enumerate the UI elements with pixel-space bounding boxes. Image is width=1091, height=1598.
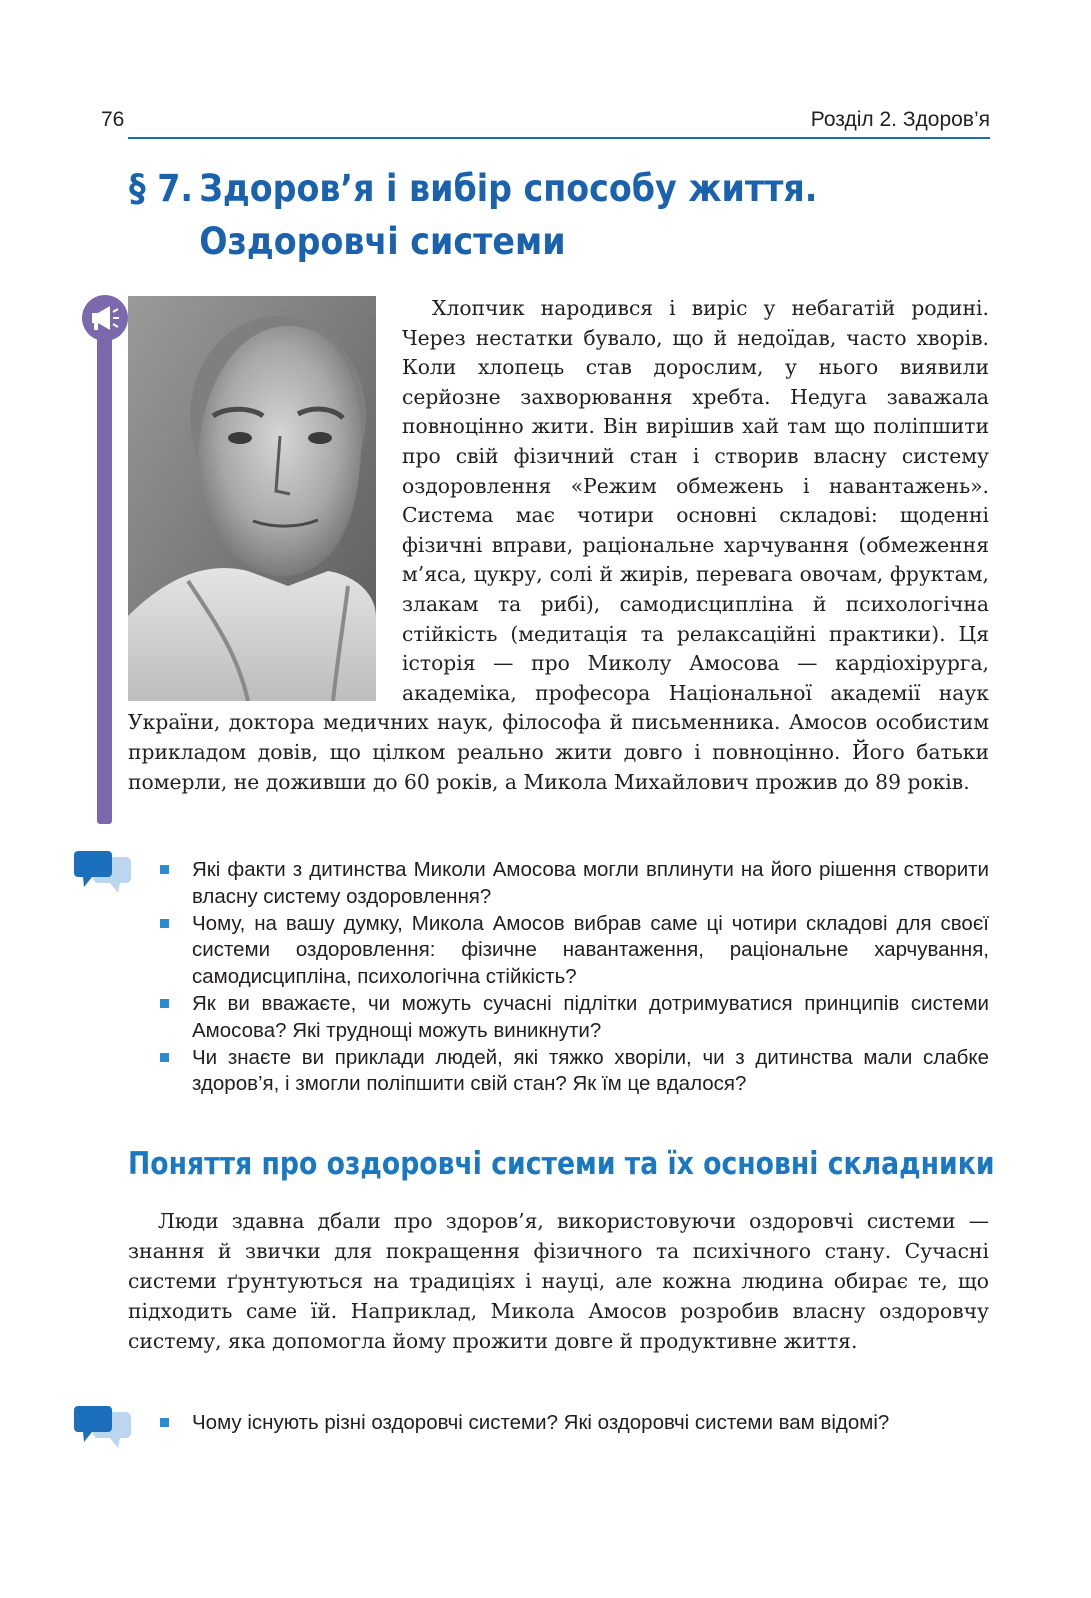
- megaphone-icon: [82, 295, 128, 341]
- bullet-square: [160, 1053, 169, 1062]
- question-text: Чому, на вашу думку, Микола Амосов вибрав саме ці чотири складові для своєї системи оздоровлення: фізичне навантаження, раціональне харчування, самодисципліна, психологічна стійкість?: [192, 911, 989, 989]
- list-item: [160, 1410, 989, 1437]
- list-item: [160, 857, 989, 911]
- section-paragraph-text: Люди здавна дбали про здоров’я, використовуючи оздоровчі системи — знання й звички для покращення фізичного та психічного стану. Сучасні системи ґрунтуються на традиціях і науці, але кожна людина обирає те, що підходить саме їй. Наприклад, Микола Амосов розробив власну оздоровчу систему, яка допомогла йому прожити довге й продуктивне життя.: [128, 1209, 989, 1353]
- title-line-1: Здоров’я і вибір способу життя.: [199, 167, 818, 210]
- page-number: 76: [101, 108, 125, 131]
- running-head: Розділ 2. Здоров’я: [810, 108, 990, 131]
- intro-paragraph: [128, 294, 989, 797]
- section-subheading: Поняття про оздоровчі системи та їх основні складники: [128, 1146, 995, 1182]
- intro-text: Хлопчик народився і виріс у небагатій родині. Через нестатки бувало, що й недоїдав, часто хворів. Коли хлопець став дорослим, у нього виявили серйозне захворювання хребта. Недуга заважала повноцінно жити. Він вирішив хай там що поліпшити про свій фізичний стан і створив власну систему оздоровлення «Режим обмежень і навантажень». Система має чотири основні складові: щоденні фізичні вправи, раціональне харчування (обмеження м’яса, цукру, солі й жирів, перевага овочам, фруктам, злакам та рибі), самодисципліна й психологічна стійкість (медитація та релаксаційні практики). Ця історія — про Миколу Амосова — кардіохірурга, академіка, професора Національної академії наук України, доктора медичних наук, філософа й письменника. Амосов особистим прикладом довів, що цілком реально жити довго і повноцінно. Його батьки померли, не доживши до 60 років, а Микола Михайлович прожив до 89 років.: [128, 296, 989, 794]
- discussion-questions-1: [160, 857, 989, 1098]
- list-item: [160, 991, 989, 1045]
- side-accent-bar: [97, 318, 112, 824]
- list-item: [160, 911, 989, 991]
- section-title: [129, 162, 903, 268]
- discussion-questions-2: [160, 1410, 989, 1437]
- title-line-2: Оздоровчі системи: [199, 220, 566, 263]
- bullet-square: [160, 999, 169, 1008]
- bullet-square: [160, 865, 169, 874]
- speech-bubbles-icon: [74, 849, 132, 899]
- list-item: [160, 1045, 989, 1099]
- question-text: Чому існують різні оздоровчі системи? Які оздоровчі системи вам відомі?: [192, 1411, 890, 1434]
- question-text: Які факти з дитинства Миколи Амосова могли вплинути на його рішення створити власну систему оздоровлення?: [192, 858, 989, 908]
- header-divider: [128, 137, 990, 139]
- question-text: Чи знаєте ви приклади людей, які тяжко хворіли, чи з дитинства мали слабке здоров’я, і змогли поліпшити свій стан? Як їм це вдалося?: [192, 1045, 989, 1096]
- speech-bubbles-icon: [74, 1404, 132, 1454]
- section-paragraph: [128, 1206, 989, 1356]
- bullet-square: [160, 919, 169, 928]
- question-text: Як ви вважаєте, чи можуть сучасні підлітки дотримуватися принципів системи Амосова? Які труднощі можуть виникнути?: [192, 991, 989, 1042]
- section-mark: § 7.: [129, 167, 194, 210]
- bullet-square: [160, 1418, 169, 1427]
